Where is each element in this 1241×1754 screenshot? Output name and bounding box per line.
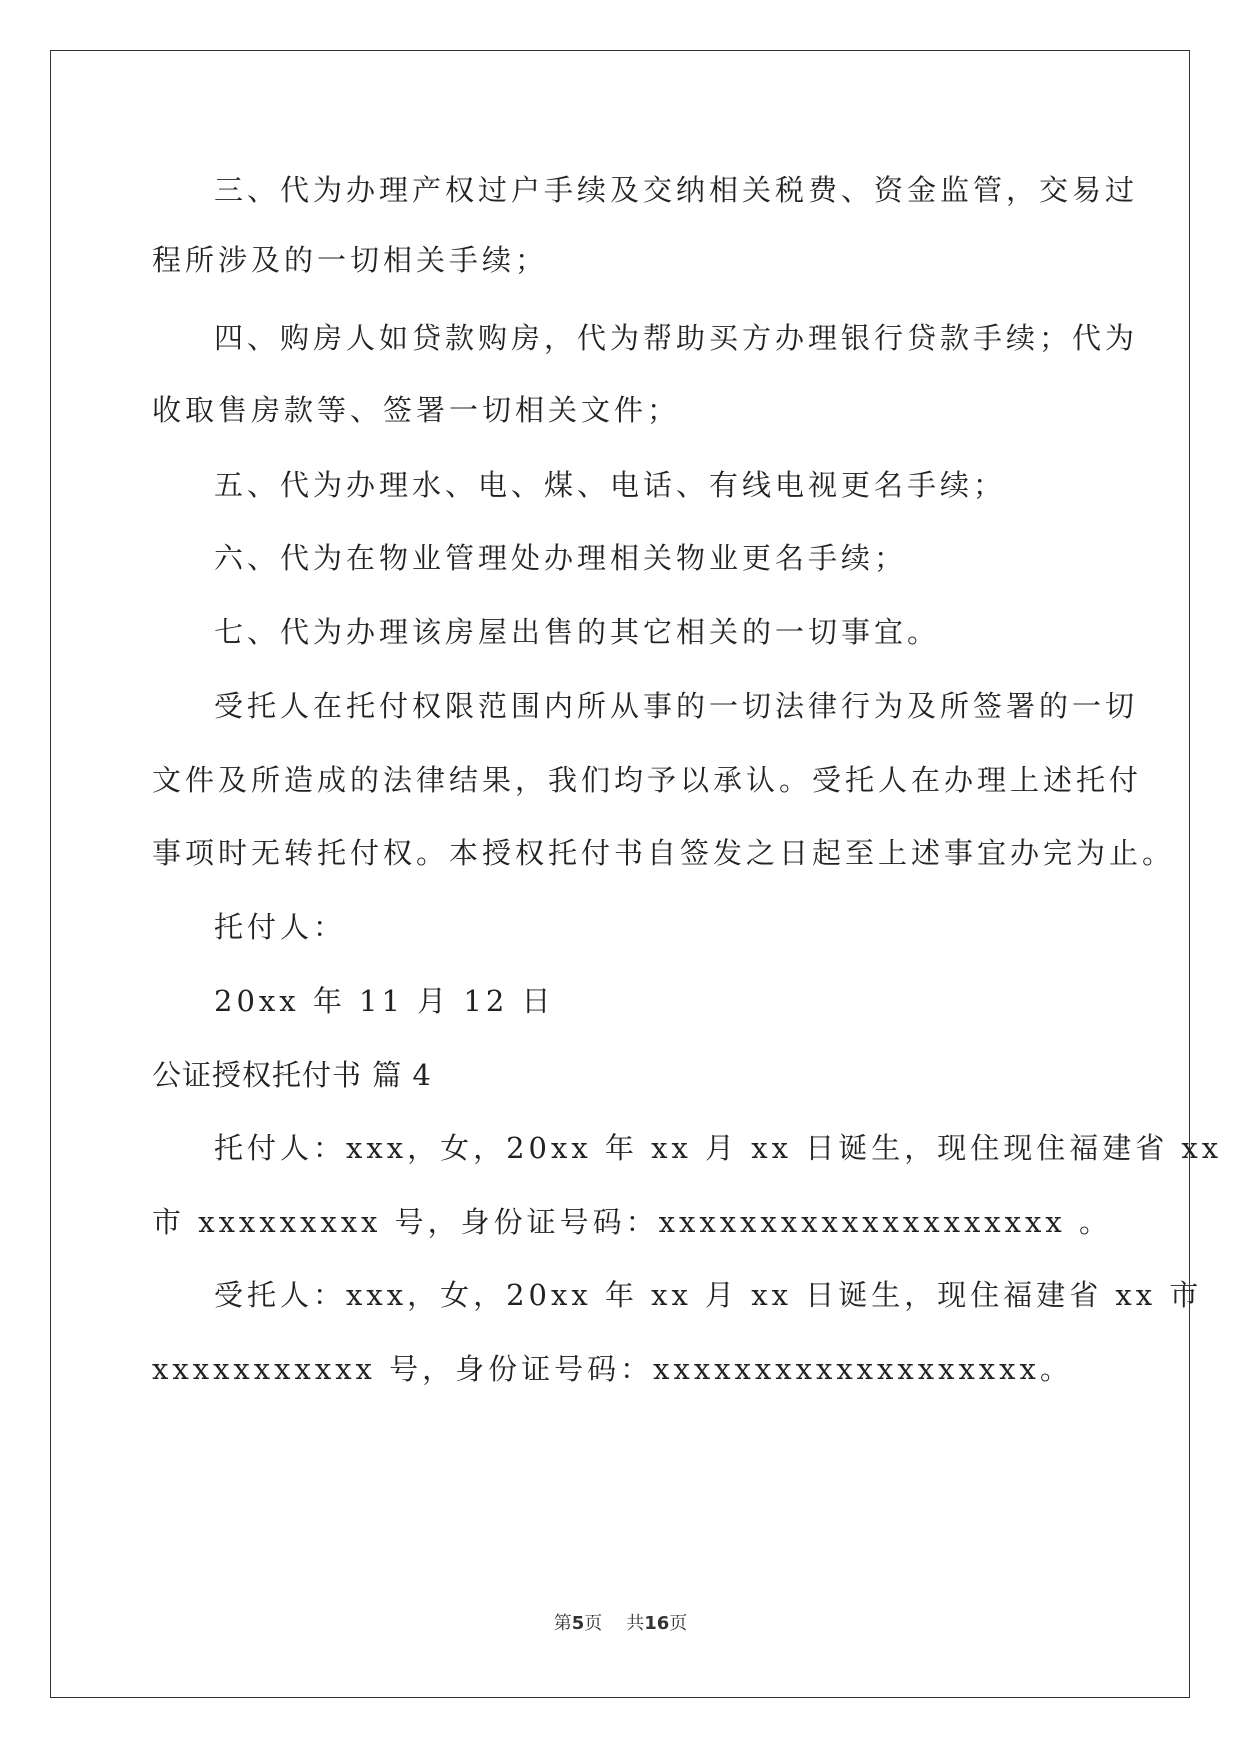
page-border <box>50 50 1190 1698</box>
paragraph-line: 托付人：xxx，女，20xx 年 xx 月 xx 日诞生，现住现住福建省 xx <box>214 1131 1223 1165</box>
paragraph-line: 六、代为在物业管理处办理相关物业更名手续； <box>214 541 908 575</box>
total-pages: 16 <box>644 1613 670 1634</box>
page-number: 5 <box>571 1613 585 1634</box>
paragraph-line: 受托人：xxx，女，20xx 年 xx 月 xx 日诞生，现住福建省 xx 市 <box>214 1278 1203 1312</box>
paragraph-line: 事项时无转托付权。本授权托付书自签发之日起至上述事宜办完为止。 <box>152 836 1176 870</box>
total-prefix: 共 <box>626 1613 645 1634</box>
signatory-label: 托付人： <box>214 910 347 944</box>
paragraph-line: 程所涉及的一切相关手续； <box>152 243 549 277</box>
paragraph-line: xxxxxxxxxxx 号，身份证号码：xxxxxxxxxxxxxxxxxxx。 <box>152 1352 1073 1386</box>
paragraph-line: 五、代为办理水、电、煤、电话、有线电视更名手续； <box>214 468 1007 502</box>
paragraph-line: 文件及所造成的法律结果，我们均予以承认。受托人在办理上述托付 <box>152 763 1143 797</box>
total-suffix: 页 <box>669 1613 688 1634</box>
paragraph-line: 七、代为办理该房屋出售的其它相关的一切事宜。 <box>214 615 941 649</box>
section-heading: 公证授权托付书 篇 4 <box>152 1058 432 1092</box>
date-line: 20xx 年 11 月 12 日 <box>214 984 555 1018</box>
page-footer <box>0 1612 1241 1636</box>
paragraph-line: 市 xxxxxxxxx 号，身份证号码：xxxxxxxxxxxxxxxxxxxx 。 <box>152 1205 1112 1239</box>
page-suffix: 页 <box>584 1613 603 1634</box>
paragraph-line: 受托人在托付权限范围内所从事的一切法律行为及所签署的一切 <box>214 689 1139 723</box>
paragraph-line: 三、代为办理产权过户手续及交纳相关税费、资金监管，交易过 <box>214 173 1139 207</box>
page-prefix: 第 <box>553 1613 572 1634</box>
paragraph-line: 四、购房人如贷款购房，代为帮助买方办理银行贷款手续；代为 <box>214 321 1139 355</box>
paragraph-line: 收取售房款等、签署一切相关文件； <box>152 393 681 427</box>
